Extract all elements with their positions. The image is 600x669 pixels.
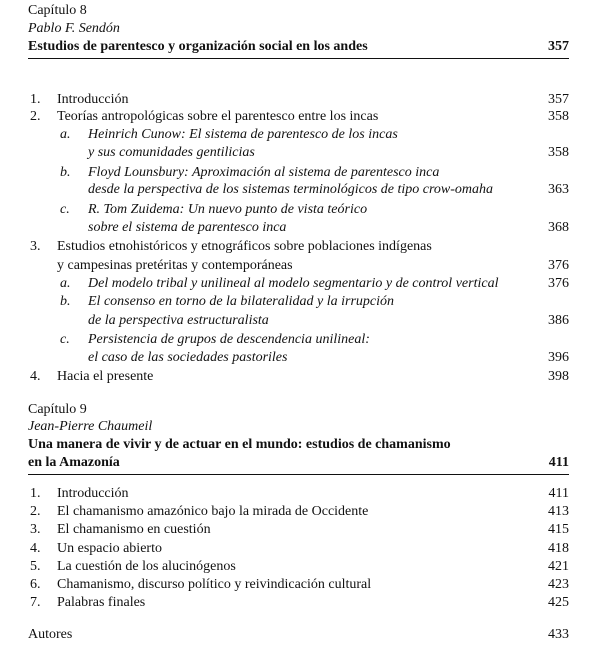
subentry-title: Heinrich Cunow: El sistema de parentesco de los incas bbox=[88, 127, 398, 142]
toc-entry bbox=[0, 540, 600, 558]
toc-subentry bbox=[0, 126, 600, 144]
entry-title: Teorías antropológicas sobre el parentesco entre los incas bbox=[57, 109, 379, 124]
subentry-letter: b. bbox=[60, 294, 71, 309]
entry-title: El chamanismo en cuestión bbox=[57, 522, 211, 537]
subentry-title: Floyd Lounsbury: Aproximación al sistema de parentesco inca bbox=[88, 165, 440, 180]
subentry-title-cont: y sus comunidades gentilicias bbox=[88, 145, 255, 160]
toc-subentry-cont bbox=[0, 219, 600, 237]
entry-number: 2. bbox=[30, 504, 41, 519]
entry-title-cont: y campesinas pretéritas y contemporáneas bbox=[57, 258, 293, 273]
toc-subentry bbox=[0, 275, 600, 293]
toc-subentry-cont bbox=[0, 349, 600, 367]
toc-entry bbox=[0, 485, 600, 503]
subentry-page: 358 bbox=[548, 145, 569, 160]
toc-entry bbox=[0, 521, 600, 539]
chapter-title-page: 411 bbox=[548, 455, 569, 470]
entry-number: 1. bbox=[30, 486, 41, 501]
entry-number: 6. bbox=[30, 577, 41, 592]
entry-title: Palabras finales bbox=[57, 595, 146, 610]
subentry-title-cont: el caso de las sociedades pastoriles bbox=[88, 350, 288, 365]
entry-page: 411 bbox=[548, 486, 569, 501]
chapter-8-author-row bbox=[0, 20, 600, 38]
chapter-title: Estudios de parentesco y organización social en los andes bbox=[28, 39, 368, 54]
subentry-page: 368 bbox=[548, 220, 569, 235]
chapter-8-title-row bbox=[0, 38, 600, 56]
entry-page: 418 bbox=[548, 541, 569, 556]
entry-page: 357 bbox=[548, 92, 569, 107]
chapter-9-title-row-2 bbox=[0, 454, 600, 472]
entry-number: 7. bbox=[30, 595, 41, 610]
subentry-title: R. Tom Zuidema: Un nuevo punto de vista teórico bbox=[88, 202, 368, 217]
subentry-page: 363 bbox=[548, 182, 569, 197]
subentry-letter: b. bbox=[60, 165, 71, 180]
entry-number: 3. bbox=[30, 239, 41, 254]
entry-number: 3. bbox=[30, 522, 41, 537]
entry-page: 413 bbox=[548, 504, 569, 519]
toc-entry bbox=[0, 558, 600, 576]
entry-title: Estudios etnohistóricos y etnográficos sobre poblaciones indígenas bbox=[57, 239, 432, 254]
chapter-author: Pablo F. Sendón bbox=[28, 21, 120, 36]
toc-subentry-cont bbox=[0, 312, 600, 330]
entry-title: Hacia el presente bbox=[57, 369, 154, 384]
chapter-label: Capítulo 8 bbox=[28, 3, 87, 18]
toc-authors-entry bbox=[0, 626, 600, 644]
chapter-author: Jean-Pierre Chaumeil bbox=[28, 419, 153, 434]
chapter-title-page: 357 bbox=[548, 39, 569, 54]
subentry-letter: a. bbox=[60, 276, 71, 291]
chapter-9-author-row bbox=[0, 418, 600, 436]
chapter-title: Una manera de vivir y de actuar en el mundo: estudios de chamanismo bbox=[28, 437, 451, 452]
toc-entry bbox=[0, 91, 600, 109]
subentry-title: Persistencia de grupos de descendencia unilineal: bbox=[88, 332, 370, 347]
chapter-9-title-row bbox=[0, 436, 600, 454]
authors-page: 433 bbox=[548, 627, 569, 642]
toc-subentry bbox=[0, 293, 600, 311]
entry-page: 421 bbox=[548, 559, 569, 574]
subentry-page: 376 bbox=[548, 276, 569, 291]
toc-subentry-cont bbox=[0, 181, 600, 199]
subentry-title-cont: de la perspectiva estructuralista bbox=[88, 313, 269, 328]
toc-entry bbox=[0, 368, 600, 386]
entry-number: 5. bbox=[30, 559, 41, 574]
entry-page: 415 bbox=[548, 522, 569, 537]
subentry-title: Del modelo tribal y unilineal al modelo segmentario y de control vertical bbox=[88, 276, 499, 291]
subentry-letter: a. bbox=[60, 127, 71, 142]
toc-entry-cont bbox=[0, 257, 600, 275]
entry-title: Un espacio abierto bbox=[57, 541, 162, 556]
entry-page: 398 bbox=[548, 369, 569, 384]
authors-label: Autores bbox=[28, 627, 73, 642]
entry-page: 376 bbox=[548, 258, 569, 273]
chapter-9-title-rule bbox=[28, 474, 569, 475]
chapter-8-title-rule bbox=[28, 58, 569, 59]
entry-number: 2. bbox=[30, 109, 41, 124]
subentry-page: 386 bbox=[548, 313, 569, 328]
entry-page: 423 bbox=[548, 577, 569, 592]
entry-number: 4. bbox=[30, 369, 41, 384]
subentry-page: 396 bbox=[548, 350, 569, 365]
toc-entry bbox=[0, 503, 600, 521]
toc-entry bbox=[0, 576, 600, 594]
toc-subentry bbox=[0, 201, 600, 219]
entry-title: La cuestión de los alucinógenos bbox=[57, 559, 236, 574]
toc-subentry bbox=[0, 164, 600, 182]
entry-title: Introducción bbox=[57, 486, 129, 501]
subentry-title: El consenso en torno de la bilateralidad y la irrupción bbox=[88, 294, 395, 309]
entry-number: 4. bbox=[30, 541, 41, 556]
chapter-8-label-row bbox=[0, 2, 600, 20]
chapter-title-cont: en la Amazonía bbox=[28, 455, 120, 470]
subentry-title-cont: desde la perspectiva de los sistemas terminológicos de tipo crow-omaha bbox=[88, 182, 494, 197]
entry-title: El chamanismo amazónico bajo la mirada de Occidente bbox=[57, 504, 369, 519]
entry-page: 358 bbox=[548, 109, 569, 124]
chapter-label: Capítulo 9 bbox=[28, 402, 87, 417]
entry-page: 425 bbox=[548, 595, 569, 610]
subentry-title-cont: sobre el sistema de parentesco inca bbox=[88, 220, 287, 235]
toc-subentry-cont bbox=[0, 144, 600, 162]
subentry-letter: c. bbox=[60, 202, 70, 217]
chapter-9-label-row bbox=[0, 401, 600, 419]
entry-number: 1. bbox=[30, 92, 41, 107]
toc-entry bbox=[0, 594, 600, 612]
subentry-letter: c. bbox=[60, 332, 70, 347]
toc-entry bbox=[0, 108, 600, 126]
toc-subentry bbox=[0, 331, 600, 349]
entry-title: Introducción bbox=[57, 92, 129, 107]
toc-entry bbox=[0, 238, 600, 256]
entry-title: Chamanismo, discurso político y reivindicación cultural bbox=[57, 577, 372, 592]
